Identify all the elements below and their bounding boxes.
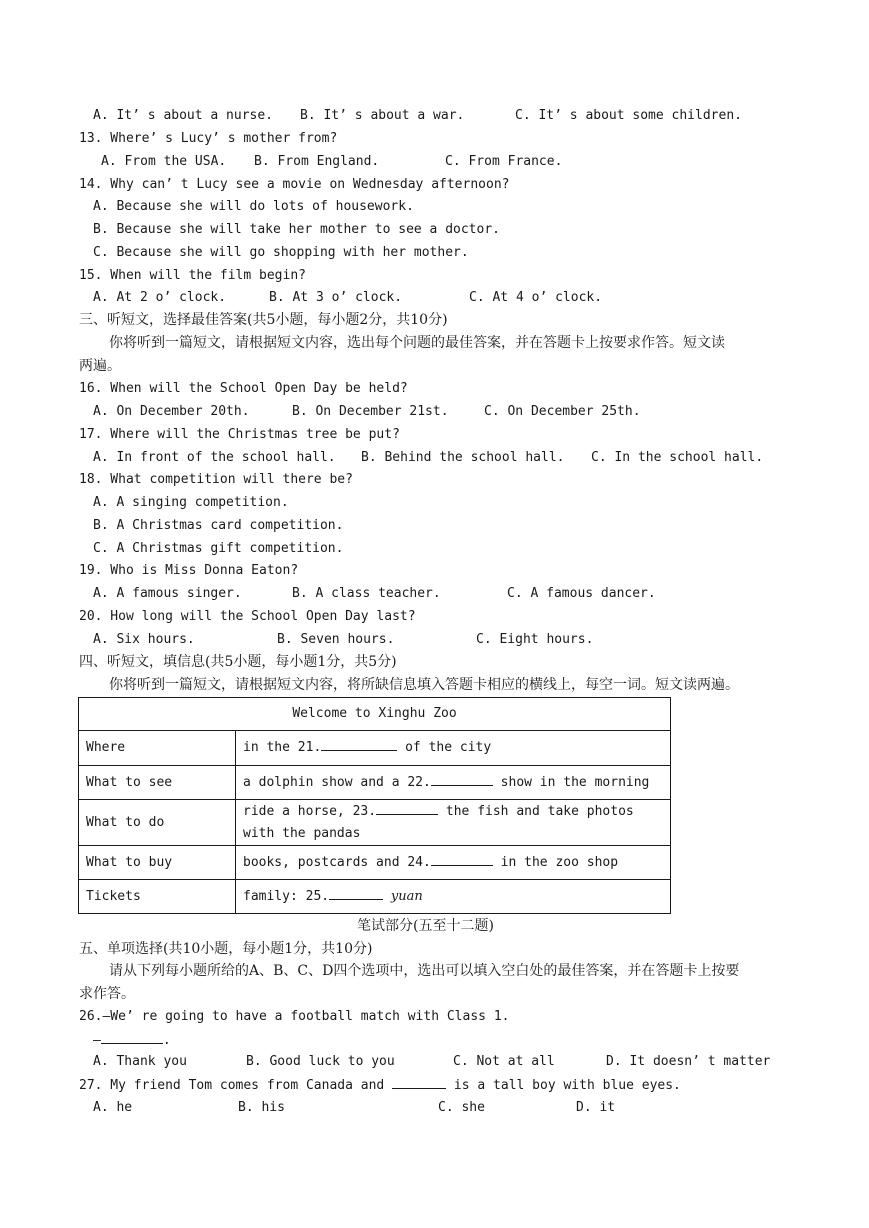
row-value: family: 25. yuan [236,880,671,914]
written-part-heading: 笔试部分(五至十二题) [357,918,494,934]
q19-option-c: C. A famous dancer. [507,586,656,601]
q26-reply: — . [93,1033,171,1048]
q15-option-c: C. At 4 o’ clock. [469,290,603,305]
answer-blank-23[interactable] [376,802,438,815]
q17-option-b: B. Behind the school hall. [361,450,565,465]
q27-option-d: D. it [576,1100,616,1115]
q27-option-a: A. he [93,1100,133,1115]
answer-blank-26[interactable] [101,1031,163,1044]
q12-option-b: B. It’ s about a war. [300,108,465,123]
q27-stem: 27. My friend Tom comes from Canada and is a tall boy with blue eyes. [79,1078,681,1093]
row-label: Tickets [79,880,236,914]
q27-option-c: C. she [438,1100,485,1115]
q15-option-b: B. At 3 o’ clock. [269,290,403,305]
q18-stem: 18. What competition will there be? [79,472,353,487]
q16-option-c: C. On December 25th. [484,404,641,419]
q20-stem: 20. How long will the School Open Day last? [79,609,416,624]
answer-blank-22[interactable] [431,773,493,786]
table-row [79,880,671,914]
q20-option-a: A. Six hours. [93,632,195,647]
section3-heading: 三、听短文，选择最佳答案(共5小题，每小题2分，共10分) [79,312,448,328]
q15-option-a: A. At 2 o’ clock. [93,290,227,305]
table-row [79,766,671,800]
table-row [79,731,671,766]
q14-option-b: B. Because she will take her mother to see a doctor. [93,222,500,237]
section3-instructions: 你将听到一篇短文，请根据短文内容，选出每个问题的最佳答案，并在答题卡上按要求作答。短文读 [109,335,725,351]
q12-option-c: C. It’ s about some children. [515,108,742,123]
section4-instructions: 你将听到一篇短文，请根据短文内容，将所缺信息填入答题卡相应的横线上，每空一词。短文读两遍。 [109,677,739,693]
q26-option-a: A. Thank you [93,1054,187,1069]
row-label: What to buy [79,846,236,880]
q15-stem: 15. When will the film begin? [79,268,306,283]
q14-option-c: C. Because she will go shopping with her mother. [93,245,469,260]
q13-option-a: A. From the USA. [101,154,227,169]
q26-option-c: C. Not at all [453,1054,555,1069]
q19-option-b: B. A class teacher. [292,586,441,601]
q19-option-a: A. A famous singer. [93,586,242,601]
q18-option-c: C. A Christmas gift competition. [93,541,344,556]
q19-stem: 19. Who is Miss Donna Eaton? [79,563,299,578]
section5-instructions-cont: 求作答。 [79,986,135,1002]
q17-stem: 17. Where will the Christmas tree be put? [79,427,400,442]
row-value: in the 21. of the city [236,731,671,766]
section5-heading: 五、单项选择(共10小题，每小题1分，共10分) [79,941,373,957]
table-row [79,800,671,846]
table-row [79,846,671,880]
row-value: ride a horse, 23. the fish and take photos with the pandas [236,800,671,846]
q26-stem: 26.—We’ re going to have a football match with Class 1. [79,1009,510,1024]
answer-blank-21[interactable] [321,738,397,751]
section4-heading: 四、听短文，填信息(共5小题，每小题1分，共5分) [79,654,397,670]
zoo-info-table [78,697,671,914]
unit-label: yuan [390,888,423,904]
q12-option-a: A. It’ s about a nurse. [93,108,274,123]
q16-option-a: A. On December 20th. [93,404,250,419]
q13-option-b: B. From England. [254,154,380,169]
row-value: a dolphin show and a 22. show in the morning [236,766,671,800]
q13-option-c: C. From France. [445,154,563,169]
q20-option-b: B. Seven hours. [277,632,395,647]
section5-instructions: 请从下列每小题所给的A、B、C、D四个选项中，选出可以填入空白处的最佳答案，并在答题卡上按要 [109,963,740,979]
q18-option-b: B. A Christmas card competition. [93,518,344,533]
q14-option-a: A. Because she will do lots of housework. [93,199,414,214]
row-value: books, postcards and 24. in the zoo shop [236,846,671,880]
q16-option-b: B. On December 21st. [292,404,449,419]
row-label: What to see [79,766,236,800]
q20-option-c: C. Eight hours. [476,632,594,647]
q14-stem: 14. Why can’ t Lucy see a movie on Wednesday afternoon? [79,177,510,192]
q18-option-a: A. A singing competition. [93,495,289,510]
q17-option-c: C. In the school hall. [591,450,764,465]
row-label: What to do [79,800,236,846]
q26-option-d: D. It doesn’ t matter [606,1054,771,1069]
q16-stem: 16. When will the School Open Day be held? [79,381,408,396]
q13-stem: 13. Where’ s Lucy’ s mother from? [79,131,338,146]
q27-option-b: B. his [238,1100,285,1115]
section3-instructions-cont: 两遍。 [79,358,121,374]
table-title: Welcome to Xinghu Zoo [79,698,671,731]
q26-option-b: B. Good luck to you [246,1054,395,1069]
answer-blank-24[interactable] [431,853,493,866]
answer-blank-25[interactable] [329,887,383,900]
q17-option-a: A. In front of the school hall. [93,450,336,465]
row-label: Where [79,731,236,766]
answer-blank-27[interactable] [392,1076,446,1089]
